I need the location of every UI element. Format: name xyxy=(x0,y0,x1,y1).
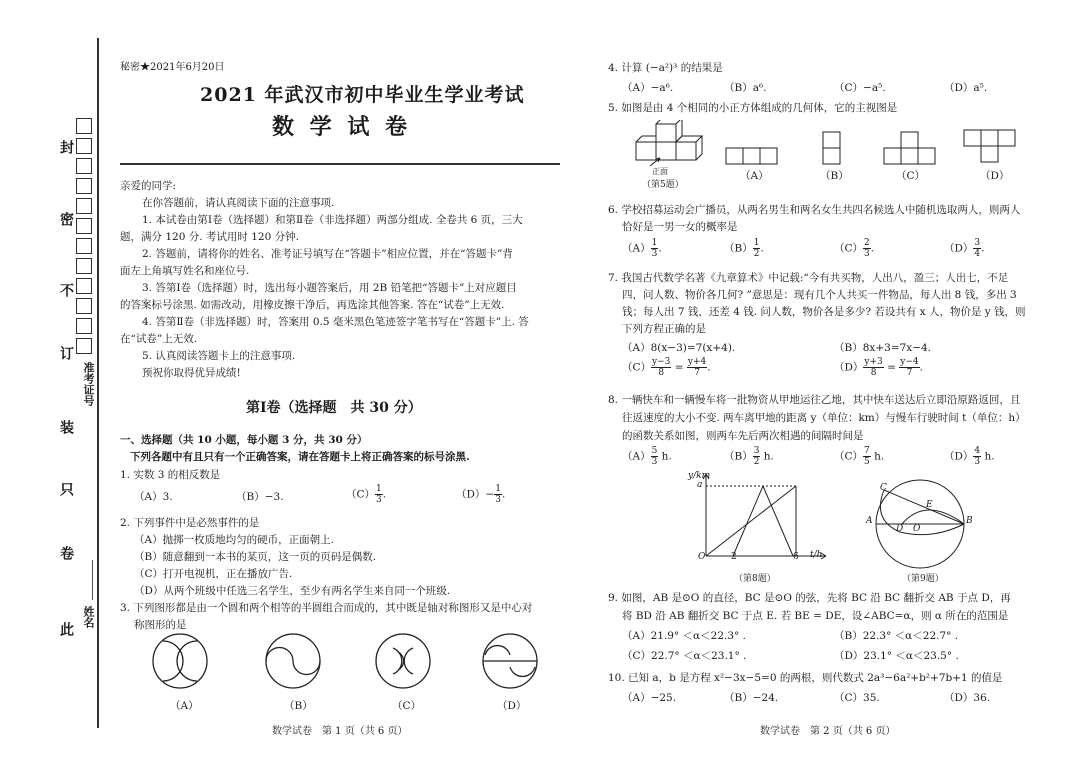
notice-greeting: 亲爱的同学: xyxy=(120,180,177,192)
fig8-ylabel: y/km xyxy=(688,471,711,481)
q8-stem-cont: 的函数关系如图，则两车先后两次相遇的间隔时间是 xyxy=(622,430,864,442)
q9-stem-cont: 将 BD 沿 AB 翻折交 BC 于点 E. 若 BE = DE，设∠ABC=α，则 α 所在的范围是 xyxy=(622,610,1009,622)
q3-stem-cont: 称图形的是 xyxy=(134,619,187,631)
q9-option-b[interactable]: （B）22.3° ＜α＜22.7° . xyxy=(834,630,959,642)
binding-line xyxy=(97,38,99,728)
notice-line: 在“试卷”上无效. xyxy=(120,333,198,345)
q5-option-c-fig xyxy=(884,132,935,164)
q8-stem-cont: 往返速度的大小不变. 两车离甲地的距离 y（单位：km）与慢车行驶时间 t（单位：h） xyxy=(622,412,1026,424)
q6-option-a[interactable]: （A） $\frac{1}{3}$ . xyxy=(622,238,662,259)
notice-line: 2. 答题前，请将你的姓名、准考证号填写在“答题卡”相应位置，并在“答题卡”背 xyxy=(142,248,513,260)
q10-option-c[interactable]: （C）35. xyxy=(834,692,880,704)
binding-char-zhi: 只 xyxy=(58,482,74,496)
q7-stem-cont: 下列方程正确的是 xyxy=(622,323,706,335)
q9-option-c[interactable]: （C）22.7° ＜α＜23.1° . xyxy=(622,650,747,662)
q3-stem: 3. 下列图形都是由一个圆和两个相等的半圆组合而成的，其中既是轴对称图形又是中心对 xyxy=(120,602,533,614)
fig9-caption: （第9题） xyxy=(902,574,944,584)
q5-option-b-fig xyxy=(823,132,840,164)
q3-label-b[interactable]: （B） xyxy=(284,700,313,712)
q3-label-a[interactable]: （A） xyxy=(170,700,199,712)
fig8-a: a xyxy=(697,480,703,490)
fig9-c: C xyxy=(880,483,887,493)
q7-option-b[interactable]: （B）8x+3=7x−4. xyxy=(834,342,932,354)
q4-option-a[interactable]: （A）−a⁶. xyxy=(622,82,674,94)
notice-line: 预祝你取得优异成绩! xyxy=(142,367,241,379)
notice-line: 的答案标号涂黑. 如需改动，用橡皮擦干净后，再选涂其他答案. 答在“试卷”上无效. xyxy=(120,299,505,311)
section1-part: 一、选择题（共 10 小题，每小题 3 分，共 30 分） xyxy=(120,434,368,446)
q5-option-d-fig xyxy=(964,130,1015,162)
q5-label-d[interactable]: （D） xyxy=(980,170,1010,182)
notice-line: 3. 答第Ⅰ卷（选择题）时，选出每小题答案后，用 2B 铅笔把“答题卡”上对应题目 xyxy=(142,282,517,294)
q6-option-c[interactable]: （C） $\frac{2}{3}$ . xyxy=(834,238,875,259)
notice-line: 题，满分 120 分. 考试用时 120 分钟. xyxy=(120,231,299,243)
binding-char-juan: 卷 xyxy=(58,546,74,560)
q7-option-d[interactable]: （D） $\frac{y+3}{8}$ = $\frac{y-4}{7}$ . xyxy=(834,357,923,378)
fig9-a: A xyxy=(866,516,873,526)
page1-footer: 数学试卷 第 1 页（共 6 页） xyxy=(272,726,408,737)
fig8-tick-2: 2 xyxy=(731,552,737,562)
q10-option-a[interactable]: （A）−25. xyxy=(622,692,677,704)
header-divider xyxy=(120,163,560,165)
q2-stem: 2. 下列事件中是必然事件的是 xyxy=(120,517,260,529)
name-field-line[interactable] xyxy=(92,560,93,600)
q1-stem: 1. 实数 3 的相反数是 xyxy=(120,469,221,481)
q2-option-c[interactable]: （C）打开电视机，正在播放广告. xyxy=(134,568,293,580)
q5-caption: （第5题） xyxy=(642,180,684,190)
q3-label-c[interactable]: （C） xyxy=(392,700,422,712)
q3-figure-d xyxy=(483,634,537,688)
binding-char-feng: 封 xyxy=(58,140,74,154)
q7-stem-cont: 钱；每人出 7 钱，还差 4 钱. 问人数，物价各是多少? 若设共有 x 人，物价是 y 钱，则 xyxy=(622,306,1026,318)
q3-label-d[interactable]: （D） xyxy=(497,700,527,712)
q1-option-a[interactable]: （A）3. xyxy=(134,491,173,503)
q7-option-a[interactable]: （A）8(x−3)=7(x+4). xyxy=(622,342,736,354)
q10-option-b[interactable]: （B）−24. xyxy=(724,692,779,704)
q5-label-a[interactable]: （A） xyxy=(740,170,769,182)
fig8-caption: （第8题） xyxy=(734,574,776,584)
q4-option-c[interactable]: （C）−a⁵. xyxy=(834,82,886,94)
section1-instruction: 下列各题中有且只有一个正确答案，请在答题卡上将正确答案的标号涂黑. xyxy=(130,451,470,463)
fig8-tick-6: 6 xyxy=(793,552,799,562)
q5-stem: 5. 如图是由 4 个相同的小正方体组成的几何体，它的主视图是 xyxy=(608,102,898,114)
exam-number-label: 准考证号 xyxy=(82,362,95,406)
notice-line: 4. 答第Ⅱ卷（非选择题）时，答案用 0.5 毫米黑色笔迹签字笔书写在“答题卡”上. 答 xyxy=(142,316,529,328)
q9-option-d[interactable]: （D）23.1° ＜α＜23.5° . xyxy=(834,650,959,662)
notice-line: 5. 认真阅读答题卡上的注意事项. xyxy=(142,350,296,362)
binding-char-mi: 密 xyxy=(58,212,74,226)
q3-figure-a xyxy=(153,634,207,688)
exam-title: 2021 年武汉市初中毕业生学业考试 xyxy=(200,84,525,106)
q2-option-b[interactable]: （B）随意翻到一本书的某页，这一页的页码是偶数. xyxy=(134,551,377,563)
q10-stem: 10. 已知 a，b 是方程 x²−3x−5=0 的两根，则代数式 2a³−6a²+b²+7b+1 的值是 xyxy=(608,672,1003,684)
secret-date: 秘密★2021年6月20日 xyxy=(120,62,225,73)
q2-option-a[interactable]: （A）抛掷一枚质地均匀的硬币，正面朝上. xyxy=(134,534,334,546)
fig8-tlabel: t/h xyxy=(810,550,823,560)
q10-option-d[interactable]: （D）36. xyxy=(944,692,991,704)
fig9-e: E xyxy=(926,500,933,510)
q6-option-b[interactable]: （B） $\frac{1}{2}$ . xyxy=(724,238,764,259)
q4-stem: 4. 计算 (−a²)³ 的结果是 xyxy=(608,62,723,74)
notice-line: 1. 本试卷由第Ⅰ卷（选择题）和第Ⅱ卷（非选择题）两部分组成. 全卷共 6 页，三大 xyxy=(142,214,523,226)
q5-front-label: 正面 xyxy=(652,167,668,176)
q8-option-a[interactable]: （A） $\frac{5}{3}$ h. xyxy=(622,446,672,467)
q6-option-d[interactable]: （D） $\frac{3}{4}$ . xyxy=(944,238,985,259)
q5-solid xyxy=(636,120,702,166)
binding-char-ding: 订 xyxy=(58,346,74,360)
q5-label-c[interactable]: （C） xyxy=(896,170,926,182)
fig9-o: O xyxy=(913,524,921,534)
q8-stem: 8. 一辆快车和一辆慢车将一批物资从甲地运往乙地，其中快车送达后立即沿原路返回，且 xyxy=(608,394,1021,406)
fig8-origin: O xyxy=(698,552,706,562)
q7-stem-cont: 四，问人数、物价各几何? ”意思是：现有几个人共买一件物品，每人出 8 钱，多出 3 xyxy=(622,289,1017,301)
q5-option-a-fig xyxy=(726,148,777,164)
name-label: 姓名 xyxy=(82,606,95,628)
q7-option-c[interactable]: （C） $\frac{y-3}{8}$ = $\frac{y+4}{7}$ . xyxy=(622,357,711,378)
q3-figure-b xyxy=(266,634,320,688)
q1-option-d[interactable]: （D）− $\frac{1}{3}$ . xyxy=(456,484,506,505)
fig9-b: B xyxy=(966,516,973,526)
page2-footer: 数学试卷 第 2 页（共 6 页） xyxy=(760,726,896,737)
q1-option-c[interactable]: （C） $\frac{1}{3}$ . xyxy=(346,484,387,505)
q6-stem: 6. 学校招募运动会广播员，从两名男生和两名女生共四名候选人中随机选取两人，则两人 xyxy=(608,204,1021,216)
q2-option-d[interactable]: （D）从两个班级中任选三名学生，至少有两名学生来自同一个班级. xyxy=(134,585,451,597)
q4-option-d[interactable]: （D）a⁵. xyxy=(944,82,988,94)
q3-figure-c xyxy=(376,634,430,688)
notice-line: 面左上角填写姓名和座位号. xyxy=(120,265,250,277)
q3-figures xyxy=(140,628,560,698)
binding-char-bu: 不 xyxy=(58,283,74,297)
section1-heading: 第Ⅰ卷（选择题 共 30 分） xyxy=(246,400,422,416)
q5-label-b[interactable]: （B） xyxy=(820,170,849,182)
binding-char-ci: 此 xyxy=(58,622,74,636)
q9-option-a[interactable]: （A）21.9° ＜α＜22.3° . xyxy=(622,630,746,642)
q8-option-b[interactable]: （B） $\frac{3}{2}$ h. xyxy=(724,446,774,467)
binding-char-zhuang: 装 xyxy=(58,420,74,434)
exam-subtitle: 数 学 试 卷 xyxy=(272,114,411,140)
q1-option-b[interactable]: （B）−3. xyxy=(236,491,284,503)
exam-number-boxes[interactable] xyxy=(76,118,94,358)
q7-stem: 7. 我国古代数学名著《九章算术》中记载:“今有共买物，人出八，盈三；人出七，不足 xyxy=(608,272,1009,284)
q4-option-b[interactable]: （B）a⁶. xyxy=(724,82,767,94)
q8-option-d[interactable]: （D） $\frac{4}{3}$ h. xyxy=(944,446,995,467)
fig9-d: D xyxy=(896,524,904,534)
q6-stem-cont: 恰好是一男一女的概率是 xyxy=(622,221,738,233)
notice-line: 在你答题前，请认真阅读下面的注意事项. xyxy=(142,197,335,209)
q8-option-c[interactable]: （C） $\frac{7}{5}$ h. xyxy=(834,446,885,467)
q9-stem: 9. 如图，AB 是⊙O 的直径，BC 是⊙O 的弦，先将 BC 沿 BC 翻折交 AB 于点 D，再 xyxy=(608,592,1011,604)
